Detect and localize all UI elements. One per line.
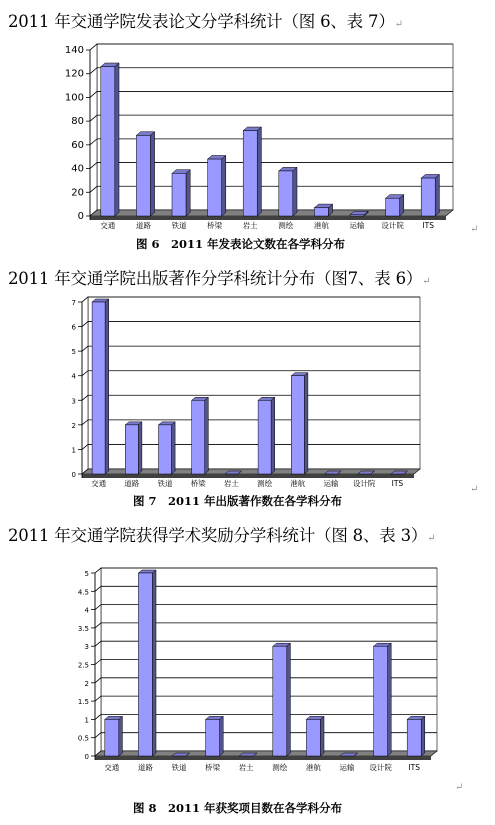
figure-caption-2 [133,493,342,509]
bar [273,643,291,756]
x-tick-label: 岩土 [223,479,239,488]
y-tick-label: 3 [84,643,89,652]
x-tick-label: 岩土 [242,221,258,230]
x-tick-label: 道路 [135,221,151,230]
x-tick-label: 运输 [323,479,339,488]
bar [314,204,332,216]
x-tick-label: 铁道 [171,221,187,230]
chart-awards [0,560,495,780]
x-tick-label: 测绘 [278,221,294,230]
x-tick-label: 设计院 [369,763,392,772]
y-tick-label: 2.5 [77,661,89,670]
plot-side-wall [82,297,88,474]
figure-caption-2-text: 图 7 2011 年出版著作数在各学科分布 [133,494,343,508]
figure-caption-1-text: 图 6 2011 年发表论文数在各学科分布 [136,237,346,251]
y-tick-label: 7 [71,299,76,307]
x-tick-label: ITS [391,479,404,488]
section-heading-3-text: 2011 年交通学院获得学术奖励分学科统计（图 8、表 3） [8,526,428,545]
y-tick-label: 1.5 [77,698,89,707]
y-tick-label: 80 [71,116,84,128]
x-tick-label: 测绘 [272,763,288,772]
plot-floor-edge [90,216,446,220]
y-tick-label: 2 [71,421,76,430]
x-tick-label: 运输 [349,221,365,230]
y-tick-label: 120 [64,68,84,80]
x-tick-label: 港航 [305,763,321,772]
y-tick-label: 60 [71,139,84,151]
y-tick-label: 6 [71,323,76,332]
bar [172,170,190,216]
x-tick-label: 交通 [100,221,116,230]
bar [279,167,297,216]
section-heading-2 [8,265,430,289]
y-tick-label: 100 [64,92,84,104]
bar [208,155,226,216]
x-tick-label: 运输 [339,763,355,772]
paragraph-mark: ↵ [394,19,403,30]
figure-caption-3 [133,800,342,816]
bar [206,716,224,756]
y-tick-label: 5 [71,348,76,357]
paragraph-mark: ↵ [422,276,431,287]
y-tick-label: 0 [71,471,76,479]
x-tick-label: 港航 [290,479,306,488]
bar [243,127,261,216]
y-tick-label: 140 [64,45,84,56]
bar [386,195,404,216]
x-tick-label: 道路 [124,479,140,488]
figure-caption-1 [136,236,345,252]
x-tick-label: ITS [408,763,420,772]
x-tick-label: 测绘 [257,479,273,488]
y-tick-label: 2 [84,679,89,688]
x-tick-label: 桥梁 [190,479,206,488]
section-heading-3 [8,522,435,546]
y-tick-label: 20 [71,187,84,199]
bar [407,716,425,756]
bar [105,716,123,756]
y-tick-label: 0 [77,211,84,222]
y-tick-label: 0.5 [77,734,89,743]
x-tick-label: 桥梁 [207,221,223,230]
x-tick-label: 交通 [91,479,107,488]
bar [159,422,176,474]
x-tick-label: 铁道 [157,479,173,488]
bar [92,299,109,474]
bar [291,373,308,474]
y-tick-label: 3 [71,397,76,406]
y-tick-label: 4 [84,606,89,615]
chart-papers [0,42,495,242]
y-tick-label: 0 [84,753,89,761]
y-tick-label: 1 [71,446,76,455]
x-tick-label: 交通 [104,763,120,772]
section-heading-2-text: 2011 年交通学院出版著作分学科统计分布（图7、表 6） [8,269,423,288]
x-tick-label: ITS [422,221,434,230]
bar [306,716,324,756]
paragraph-mark: ↵ [427,533,436,544]
bar [101,63,119,216]
bar [125,422,142,474]
bar [138,570,156,756]
y-tick-label: 4 [71,372,76,381]
paragraph-mark: ↵ [470,224,479,235]
y-tick-label: 3.5 [77,624,89,633]
x-tick-label: 桥梁 [205,763,221,772]
section-heading-1-text: 2011 年交通学院发表论文分学科统计（图 6、表 7） [8,12,395,31]
x-tick-label: 设计院 [352,479,376,488]
bar [374,643,392,756]
bar [258,397,275,474]
plot-floor-edge [95,756,431,760]
figure-caption-3-text: 图 8 2011 年获奖项目数在各学科分布 [133,801,343,815]
paragraph-mark: ↵ [470,484,479,495]
plot-side-wall [90,44,97,216]
x-tick-label: 港航 [313,221,329,230]
section-heading-1 [8,8,403,32]
paragraph-mark: ↵ [455,782,464,793]
x-tick-label: 设计院 [381,221,404,230]
y-tick-label: 5 [84,570,89,578]
y-tick-label: 4.5 [77,588,89,597]
x-tick-label: 岩土 [238,763,254,772]
y-tick-label: 40 [71,163,84,175]
chart-books [0,295,495,495]
bar [421,174,439,216]
bar [192,397,209,474]
x-tick-label: 铁道 [171,763,187,772]
y-tick-label: 1 [84,716,89,725]
bar [136,132,154,216]
x-tick-label: 道路 [137,763,153,772]
plot-floor-edge [82,474,414,478]
